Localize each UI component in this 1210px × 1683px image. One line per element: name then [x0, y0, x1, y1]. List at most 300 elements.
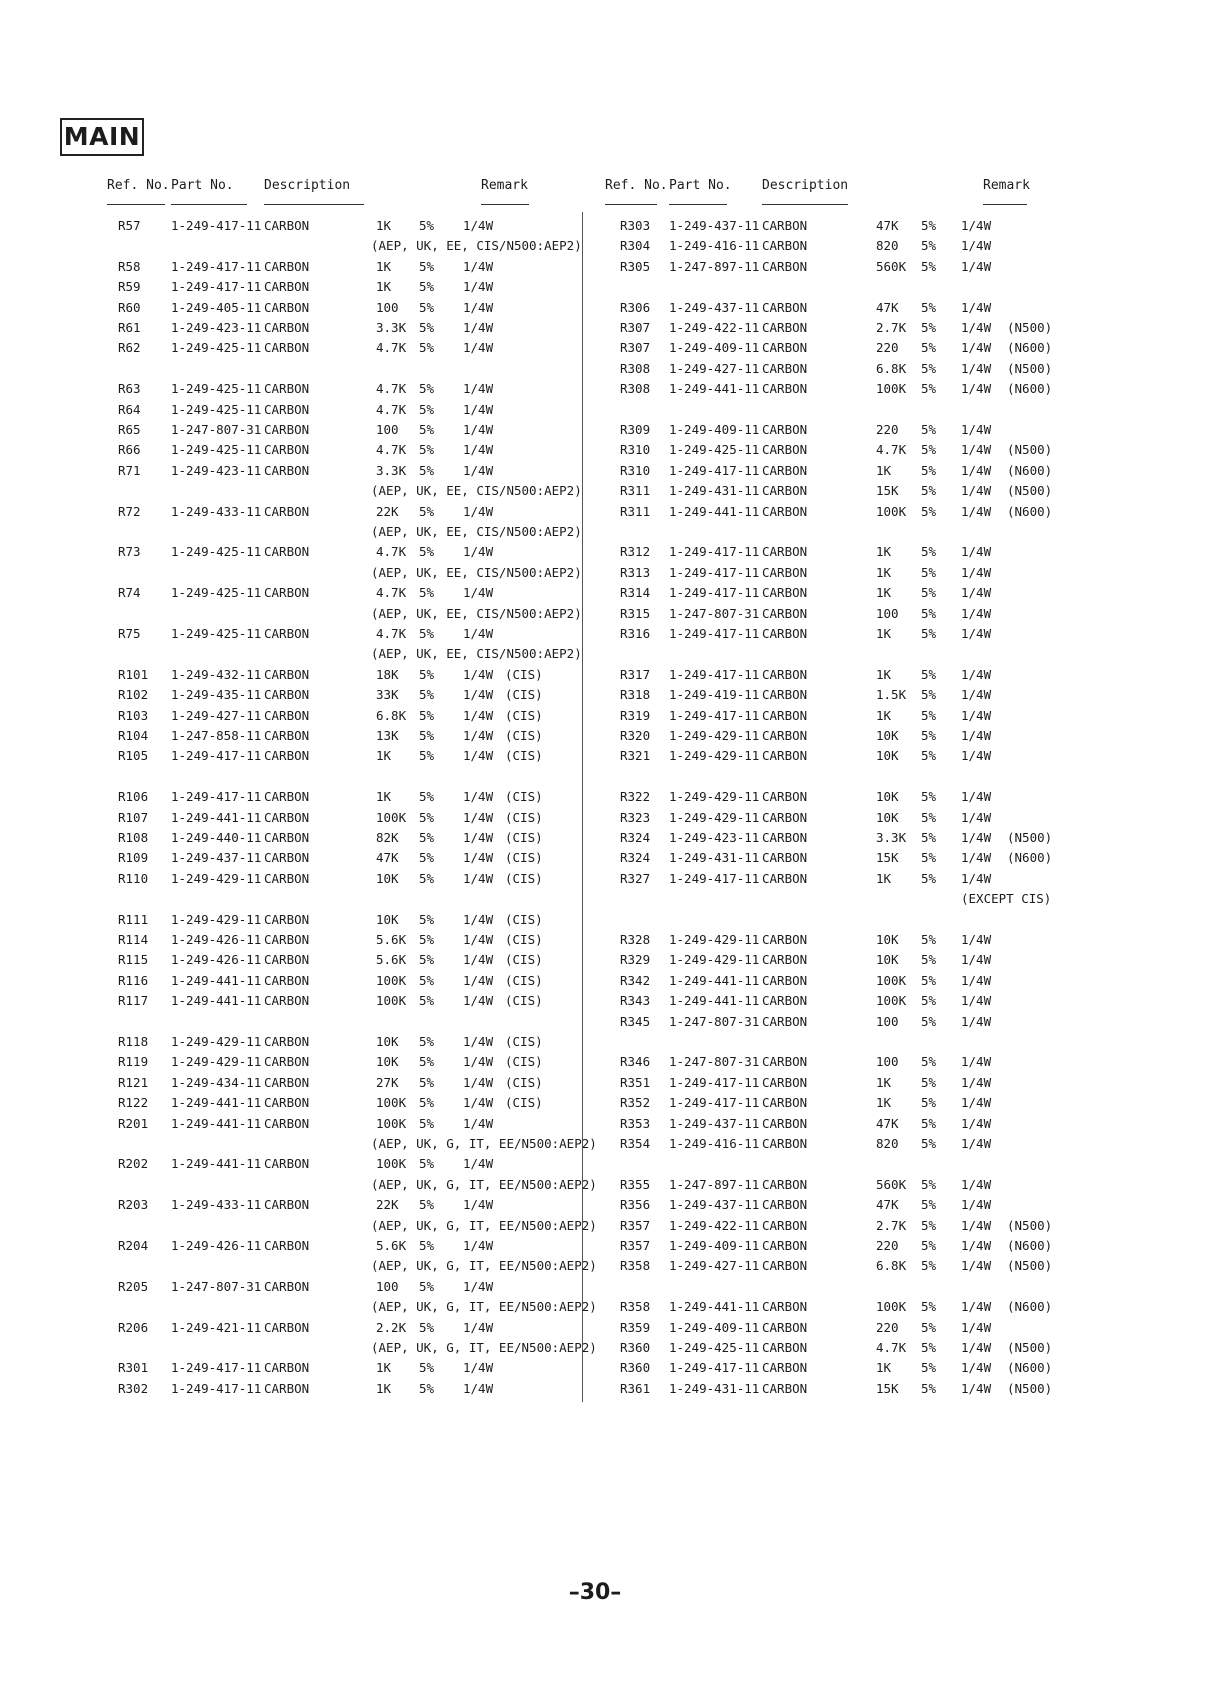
tolerance: 5%	[921, 850, 937, 865]
right-header-part: Part No.	[669, 178, 732, 193]
remark: (N500)	[1007, 1340, 1053, 1355]
description: CARBON	[762, 810, 808, 825]
part-number: 1-249-427-11	[171, 708, 262, 723]
tolerance: 5%	[921, 340, 937, 355]
resistance-value: 1K	[376, 748, 392, 763]
parts-row	[0, 1318, 1210, 1338]
ref-number: R307	[620, 320, 651, 335]
tolerance: 5%	[921, 1014, 937, 1029]
description: CARBON	[762, 361, 808, 376]
ref-number: R318	[620, 687, 651, 702]
resistance-value: 2.7K	[876, 1218, 907, 1233]
description: CARBON	[762, 993, 808, 1008]
wattage: 1/4W	[463, 1238, 494, 1253]
part-number: 1-249-425-11	[171, 585, 262, 600]
wattage: 1/4W	[463, 300, 494, 315]
wattage: 1/4W	[961, 1197, 992, 1212]
resistance-value: 6.8K	[876, 361, 907, 376]
wattage: 1/4W	[961, 300, 992, 315]
ref-number: R308	[620, 381, 651, 396]
tolerance: 5%	[419, 667, 435, 682]
wattage: 1/4W	[463, 504, 494, 519]
tolerance: 5%	[419, 1320, 435, 1335]
tolerance: 5%	[419, 708, 435, 723]
wattage: 1/4W	[463, 442, 494, 457]
part-number: 1-249-409-11	[669, 422, 760, 437]
ref-number: R66	[118, 442, 141, 457]
ref-number: R315	[620, 606, 651, 621]
ref-number: R72	[118, 504, 141, 519]
tolerance: 5%	[419, 1279, 435, 1294]
resistance-value: 4.7K	[376, 442, 407, 457]
description: CARBON	[762, 320, 808, 335]
parts-row	[0, 1358, 1210, 1378]
wattage: 1/4W	[961, 932, 992, 947]
parts-row	[0, 910, 1210, 930]
part-number: 1-249-417-11	[669, 565, 760, 580]
resistance-value: 100	[876, 1054, 899, 1069]
ref-number: R329	[620, 952, 651, 967]
resistance-value: 47K	[876, 1116, 899, 1131]
tolerance: 5%	[921, 259, 937, 274]
remark-note: (AEP, UK, G, IT, EE/N500:AEP2)	[371, 1136, 597, 1151]
tolerance: 5%	[419, 340, 435, 355]
wattage: 1/4W	[961, 544, 992, 559]
ref-number: R75	[118, 626, 141, 641]
tolerance: 5%	[921, 748, 937, 763]
tolerance: 5%	[419, 1075, 435, 1090]
resistance-value: 4.7K	[876, 1340, 907, 1355]
ref-number: R323	[620, 810, 651, 825]
description: CARBON	[762, 850, 808, 865]
description: CARBON	[264, 1197, 310, 1212]
tolerance: 5%	[419, 259, 435, 274]
ref-number: R310	[620, 442, 651, 457]
wattage: 1/4W	[961, 830, 992, 845]
description: CARBON	[762, 1136, 808, 1151]
resistance-value: 1K	[876, 585, 892, 600]
resistance-value: 3.3K	[376, 463, 407, 478]
parts-row	[0, 1012, 1210, 1032]
remark: (CIS)	[505, 830, 543, 845]
remark: (N500)	[1007, 320, 1053, 335]
part-number: 1-249-441-11	[669, 993, 760, 1008]
description: CARBON	[264, 850, 310, 865]
description: CARBON	[762, 1340, 808, 1355]
left-header-part: Part No.	[171, 178, 234, 193]
resistance-value: 1K	[876, 871, 892, 886]
part-number: 1-249-405-11	[171, 300, 262, 315]
tolerance: 5%	[419, 1034, 435, 1049]
parts-row	[0, 808, 1210, 828]
ref-number: R360	[620, 1340, 651, 1355]
resistance-value: 10K	[376, 1034, 399, 1049]
ref-number: R115	[118, 952, 149, 967]
tolerance: 5%	[921, 1177, 937, 1192]
resistance-value: 5.6K	[376, 952, 407, 967]
remark-note: (AEP, UK, G, IT, EE/N500:AEP2)	[371, 1258, 597, 1273]
wattage: 1/4W	[961, 973, 992, 988]
part-number: 1-247-807-31	[669, 1054, 760, 1069]
parts-row	[0, 869, 1210, 889]
resistance-value: 100K	[876, 1299, 907, 1314]
resistance-value: 1K	[376, 279, 392, 294]
part-number: 1-247-807-31	[669, 1014, 760, 1029]
part-number: 1-249-437-11	[669, 1116, 760, 1131]
description: CARBON	[762, 300, 808, 315]
remark: (CIS)	[505, 871, 543, 886]
wattage: 1/4W	[961, 708, 992, 723]
part-number: 1-249-425-11	[171, 442, 262, 457]
wattage: 1/4W	[961, 728, 992, 743]
tolerance: 5%	[921, 1320, 937, 1335]
part-number: 1-249-417-11	[669, 871, 760, 886]
tolerance: 5%	[921, 544, 937, 559]
ref-number: R359	[620, 1320, 651, 1335]
wattage: 1/4W	[463, 728, 494, 743]
wattage: 1/4W	[961, 442, 992, 457]
part-number: 1-249-425-11	[669, 1340, 760, 1355]
wattage: 1/4W	[961, 565, 992, 580]
tolerance: 5%	[921, 218, 937, 233]
ref-number: R324	[620, 850, 651, 865]
ref-number: R118	[118, 1034, 149, 1049]
parts-row	[0, 461, 1210, 481]
ref-number: R110	[118, 871, 149, 886]
resistance-value: 1K	[876, 565, 892, 580]
description: CARBON	[762, 1381, 808, 1396]
parts-row	[0, 930, 1210, 950]
part-number: 1-249-417-11	[669, 463, 760, 478]
remark: (CIS)	[505, 993, 543, 1008]
tolerance: 5%	[921, 565, 937, 580]
wattage: 1/4W	[961, 1360, 992, 1375]
tolerance: 5%	[419, 850, 435, 865]
wattage: 1/4W	[463, 626, 494, 641]
tolerance: 5%	[419, 585, 435, 600]
remark: (N500)	[1007, 442, 1053, 457]
ref-number: R71	[118, 463, 141, 478]
resistance-value: 10K	[376, 1054, 399, 1069]
wattage: 1/4W	[463, 973, 494, 988]
tolerance: 5%	[921, 606, 937, 621]
resistance-value: 2.7K	[876, 320, 907, 335]
ref-number: R102	[118, 687, 149, 702]
wattage: 1/4W	[463, 320, 494, 335]
wattage: 1/4W	[961, 810, 992, 825]
wattage: 1/4W	[961, 483, 992, 498]
wattage: 1/4W	[961, 952, 992, 967]
wattage: 1/4W	[961, 1116, 992, 1131]
tolerance: 5%	[921, 932, 937, 947]
ref-number: R342	[620, 973, 651, 988]
part-number: 1-249-429-11	[171, 912, 262, 927]
remark-note: (AEP, UK, EE, CIS/N500:AEP2)	[371, 524, 582, 539]
description: CARBON	[762, 381, 808, 396]
part-number: 1-249-409-11	[669, 1320, 760, 1335]
resistance-value: 560K	[876, 259, 907, 274]
parts-row	[0, 1379, 1210, 1399]
tolerance: 5%	[921, 1299, 937, 1314]
ref-number: R57	[118, 218, 141, 233]
left-header-ref: Ref. No.	[107, 178, 170, 193]
wattage: 1/4W	[463, 708, 494, 723]
description: CARBON	[264, 687, 310, 702]
section-title: MAIN	[60, 118, 144, 156]
tolerance: 5%	[921, 789, 937, 804]
description: CARBON	[762, 1095, 808, 1110]
ref-number: R101	[118, 667, 149, 682]
right-header-rule-desc	[762, 204, 848, 205]
part-number: 1-247-807-31	[669, 606, 760, 621]
part-number: 1-249-426-11	[171, 952, 262, 967]
part-number: 1-249-417-11	[171, 1381, 262, 1396]
wattage: 1/4W	[961, 1177, 992, 1192]
tolerance: 5%	[921, 993, 937, 1008]
remark-note: (AEP, UK, EE, CIS/N500:AEP2)	[371, 606, 582, 621]
wattage: 1/4W	[463, 932, 494, 947]
parts-row	[0, 440, 1210, 460]
description: CARBON	[264, 259, 310, 274]
wattage: 1/4W	[463, 422, 494, 437]
tolerance: 5%	[921, 1360, 937, 1375]
ref-number: R65	[118, 422, 141, 437]
left-header-rule-remark	[481, 204, 529, 205]
ref-number: R361	[620, 1381, 651, 1396]
part-number: 1-247-807-31	[171, 422, 262, 437]
description: CARBON	[264, 218, 310, 233]
wattage: 1/4W	[463, 1360, 494, 1375]
ref-number: R358	[620, 1299, 651, 1314]
part-number: 1-249-429-11	[669, 932, 760, 947]
resistance-value: 15K	[876, 483, 899, 498]
description: CARBON	[264, 993, 310, 1008]
tolerance: 5%	[419, 728, 435, 743]
resistance-value: 10K	[376, 912, 399, 927]
description: CARBON	[264, 1054, 310, 1069]
description: CARBON	[264, 1238, 310, 1253]
wattage: 1/4W	[961, 1258, 992, 1273]
wattage: 1/4W	[961, 606, 992, 621]
wattage: 1/4W	[961, 850, 992, 865]
ref-number: R108	[118, 830, 149, 845]
remark: (CIS)	[505, 1054, 543, 1069]
parts-row	[0, 1114, 1210, 1134]
part-number: 1-249-417-11	[669, 626, 760, 641]
description: CARBON	[762, 504, 808, 519]
description: CARBON	[264, 912, 310, 927]
part-number: 1-249-429-11	[669, 952, 760, 967]
resistance-value: 1K	[376, 218, 392, 233]
tolerance: 5%	[921, 830, 937, 845]
wattage: 1/4W	[961, 1095, 992, 1110]
description: CARBON	[264, 626, 310, 641]
wattage: 1/4W	[463, 912, 494, 927]
tolerance: 5%	[419, 789, 435, 804]
resistance-value: 47K	[876, 218, 899, 233]
ref-number: R303	[620, 218, 651, 233]
description: CARBON	[762, 218, 808, 233]
part-number: 1-249-429-11	[669, 728, 760, 743]
description: CARBON	[762, 1360, 808, 1375]
left-header-rule-ref	[107, 204, 165, 205]
ref-number: R311	[620, 504, 651, 519]
description: CARBON	[264, 748, 310, 763]
remark: (N500)	[1007, 830, 1053, 845]
tolerance: 5%	[419, 687, 435, 702]
ref-number: R311	[620, 483, 651, 498]
wattage: 1/4W	[463, 259, 494, 274]
description: CARBON	[264, 708, 310, 723]
part-number: 1-249-417-11	[669, 544, 760, 559]
description: CARBON	[264, 728, 310, 743]
part-number: 1-249-426-11	[171, 932, 262, 947]
part-number: 1-249-425-11	[171, 544, 262, 559]
resistance-value: 15K	[876, 1381, 899, 1396]
resistance-value: 100	[376, 1279, 399, 1294]
part-number: 1-249-437-11	[669, 1197, 760, 1212]
resistance-value: 4.7K	[376, 544, 407, 559]
description: CARBON	[762, 789, 808, 804]
description: CARBON	[264, 1320, 310, 1335]
ref-number: R203	[118, 1197, 149, 1212]
wattage: 1/4W	[961, 993, 992, 1008]
resistance-value: 100	[876, 1014, 899, 1029]
parts-row	[0, 1052, 1210, 1072]
description: CARBON	[264, 1279, 310, 1294]
part-number: 1-249-441-11	[171, 993, 262, 1008]
wattage: 1/4W	[961, 748, 992, 763]
wattage: 1/4W	[463, 667, 494, 682]
description: CARBON	[264, 1075, 310, 1090]
right-header-desc: Description	[762, 178, 849, 193]
ref-number: R63	[118, 381, 141, 396]
tolerance: 5%	[419, 279, 435, 294]
description: CARBON	[762, 422, 808, 437]
wattage: 1/4W	[463, 1381, 494, 1396]
tolerance: 5%	[921, 483, 937, 498]
remark: (CIS)	[505, 667, 543, 682]
description: CARBON	[762, 1075, 808, 1090]
wattage: 1/4W	[961, 1238, 992, 1253]
wattage: 1/4W	[463, 1279, 494, 1294]
right-header-rule-ref	[605, 204, 657, 205]
description: CARBON	[264, 279, 310, 294]
wattage: 1/4W	[961, 340, 992, 355]
description: CARBON	[762, 544, 808, 559]
wattage: 1/4W	[961, 871, 992, 886]
parts-row	[0, 379, 1210, 399]
remark: (N600)	[1007, 504, 1053, 519]
ref-number: R346	[620, 1054, 651, 1069]
resistance-value: 100K	[376, 973, 407, 988]
description: CARBON	[762, 1218, 808, 1233]
resistance-value: 1K	[876, 667, 892, 682]
part-number: 1-249-441-11	[171, 1095, 262, 1110]
remark: (N600)	[1007, 381, 1053, 396]
parts-row	[0, 359, 1210, 379]
part-number: 1-249-441-11	[171, 810, 262, 825]
wattage: 1/4W	[463, 952, 494, 967]
left-header-rule-desc	[264, 204, 364, 205]
resistance-value: 100K	[876, 504, 907, 519]
part-number: 1-249-434-11	[171, 1075, 262, 1090]
ref-number: R353	[620, 1116, 651, 1131]
resistance-value: 27K	[376, 1075, 399, 1090]
parts-row	[0, 1216, 1210, 1236]
tolerance: 5%	[419, 1095, 435, 1110]
resistance-value: 4.7K	[376, 381, 407, 396]
wattage: 1/4W	[463, 218, 494, 233]
right-header-rule-part	[669, 204, 727, 205]
ref-number: R327	[620, 871, 651, 886]
resistance-value: 1K	[876, 463, 892, 478]
description: CARBON	[762, 1258, 808, 1273]
wattage: 1/4W	[463, 1320, 494, 1335]
part-number: 1-249-409-11	[669, 340, 760, 355]
ref-number: R312	[620, 544, 651, 559]
tolerance: 5%	[921, 667, 937, 682]
resistance-value: 820	[876, 1136, 899, 1151]
remark-note: (AEP, UK, EE, CIS/N500:AEP2)	[371, 483, 582, 498]
part-number: 1-249-425-11	[171, 626, 262, 641]
part-number: 1-249-437-11	[669, 218, 760, 233]
remark: (N500)	[1007, 483, 1053, 498]
remark-note: (AEP, UK, EE, CIS/N500:AEP2)	[371, 646, 582, 661]
description: CARBON	[762, 687, 808, 702]
ref-number: R321	[620, 748, 651, 763]
description: CARBON	[264, 1095, 310, 1110]
ref-number: R305	[620, 259, 651, 274]
parts-row	[0, 1073, 1210, 1093]
left-header-desc: Description	[264, 178, 351, 193]
description: CARBON	[762, 1197, 808, 1212]
remark: (CIS)	[505, 1095, 543, 1110]
wattage: 1/4W	[961, 626, 992, 641]
part-number: 1-249-441-11	[669, 1299, 760, 1314]
part-number: 1-249-417-11	[171, 748, 262, 763]
ref-number: R316	[620, 626, 651, 641]
description: CARBON	[264, 402, 310, 417]
wattage: 1/4W	[961, 1014, 992, 1029]
tolerance: 5%	[419, 626, 435, 641]
tolerance: 5%	[419, 748, 435, 763]
parts-row	[0, 1338, 1210, 1358]
resistance-value: 82K	[376, 830, 399, 845]
description: CARBON	[264, 544, 310, 559]
resistance-value: 5.6K	[376, 932, 407, 947]
remark: (CIS)	[505, 850, 543, 865]
tolerance: 5%	[921, 1095, 937, 1110]
remark: (N600)	[1007, 463, 1053, 478]
tolerance: 5%	[921, 1197, 937, 1212]
ref-number: R121	[118, 1075, 149, 1090]
resistance-value: 47K	[876, 300, 899, 315]
wattage: 1/4W	[961, 504, 992, 519]
resistance-value: 3.3K	[876, 830, 907, 845]
part-number: 1-249-425-11	[171, 381, 262, 396]
part-number: 1-249-417-11	[669, 1360, 760, 1375]
wattage: 1/4W	[961, 218, 992, 233]
wattage: 1/4W	[463, 830, 494, 845]
resistance-value: 4.7K	[876, 442, 907, 457]
description: CARBON	[264, 973, 310, 988]
ref-number: R320	[620, 728, 651, 743]
ref-number: R106	[118, 789, 149, 804]
description: CARBON	[762, 259, 808, 274]
parts-row	[0, 1154, 1210, 1174]
parts-row	[0, 828, 1210, 848]
